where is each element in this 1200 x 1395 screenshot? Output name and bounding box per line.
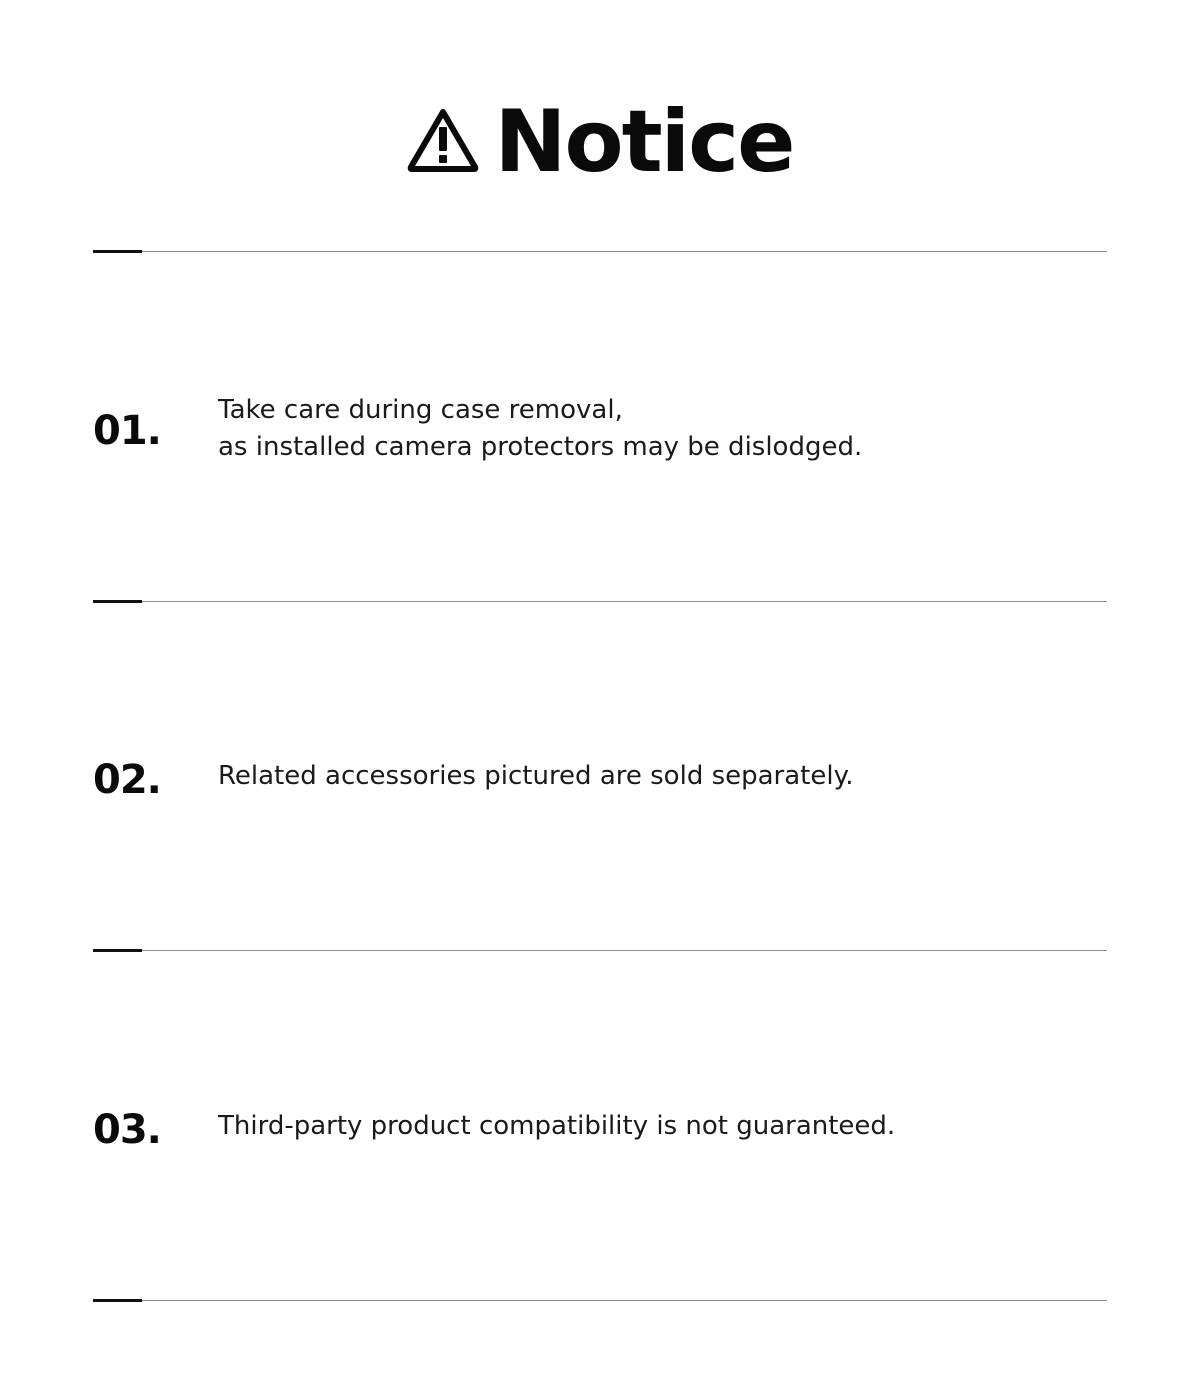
divider-1: [93, 601, 1107, 602]
item-text-line: as installed camera protectors may be dislodged.: [218, 432, 863, 462]
divider-top: [93, 251, 1107, 252]
item-text: [218, 392, 862, 466]
item-number: 01.: [93, 408, 161, 454]
item-number: 02.: [93, 757, 161, 803]
divider-accent: [93, 949, 142, 952]
divider-accent: [93, 600, 142, 603]
item-number: 03.: [93, 1107, 161, 1153]
notice-header: [0, 92, 1200, 192]
divider-bottom: [93, 1300, 1107, 1301]
item-text: [218, 1108, 895, 1145]
page-title: Notice: [494, 92, 794, 192]
item-text: [218, 758, 854, 795]
divider-accent: [93, 1299, 142, 1302]
divider-2: [93, 950, 1107, 951]
item-text-line: Related accessories pictured are sold separately.: [218, 761, 854, 791]
item-text-line: Third-party product compatibility is not guaranteed.: [218, 1111, 896, 1141]
item-text-line: Take care during case removal,: [218, 395, 623, 425]
divider-accent: [93, 250, 142, 253]
warning-triangle-icon: [407, 107, 479, 173]
